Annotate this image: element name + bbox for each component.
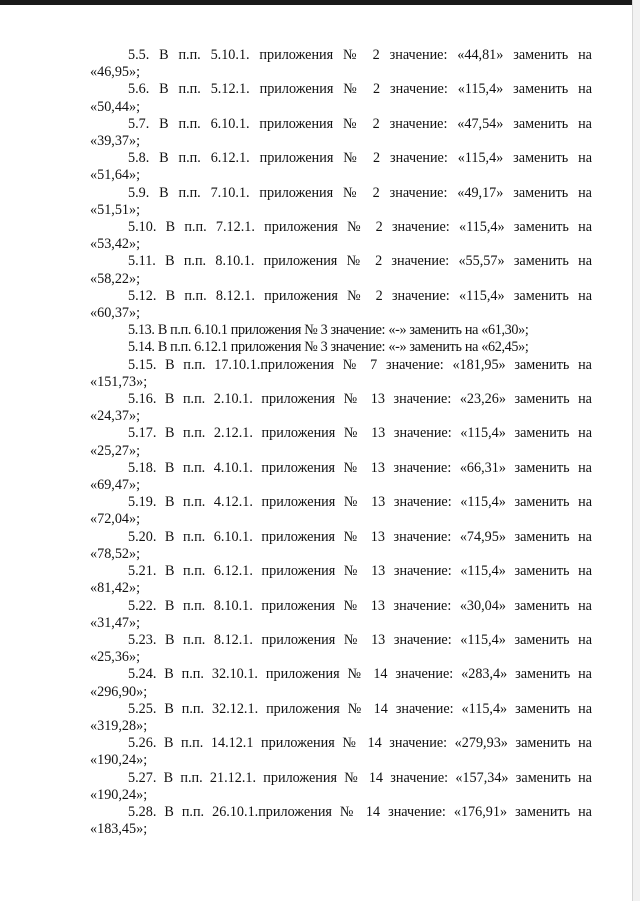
amendment-item (90, 804, 592, 838)
amendment-text: 5.11. В п.п. 8.10.1. приложения № 2 значение: «55,57» заменить на (128, 253, 592, 270)
amendment-text: 5.9. В п.п. 7.10.1. приложения № 2 значение: «49,17» заменить на (128, 184, 592, 201)
amendment-text: 5.10. В п.п. 7.12.1. приложения № 2 значение: «115,4» заменить на (128, 219, 592, 236)
amendment-item (90, 494, 592, 528)
amendment-item: 5.14. В п.п. 6.12.1 приложения № 3 значение: «-» заменить на «62,45»; (128, 339, 529, 356)
amendment-text: 5.20. В п.п. 6.10.1. приложения № 13 значение: «74,95» заменить на (128, 528, 592, 545)
amendment-text: 5.18. В п.п. 4.10.1. приложения № 13 значение: «66,31» заменить на (128, 459, 592, 476)
amendment-text: 5.28. В п.п. 26.10.1.приложения № 14 значение: «176,91» заменить на (128, 803, 592, 820)
amendment-value: «190,24»; (90, 786, 148, 803)
amendment-item (90, 460, 592, 494)
amendment-value: «25,27»; (90, 442, 141, 459)
amendment-text: 5.23. В п.п. 8.12.1. приложения № 13 значение: «115,4» заменить на (128, 631, 592, 648)
amendment-value: «78,52»; (90, 545, 141, 562)
amendment-item (90, 632, 592, 666)
amendment-value: «24,37»; (90, 408, 141, 425)
amendment-text: 5.16. В п.п. 2.10.1. приложения № 13 значение: «23,26» заменить на (128, 391, 592, 408)
amendment-value: «50,44»; (90, 98, 141, 115)
amendment-item (90, 391, 592, 425)
amendment-text: 5.8. В п.п. 6.12.1. приложения № 2 значение: «115,4» заменить на (128, 150, 592, 167)
amendment-text: 5.12. В п.п. 8.12.1. приложения № 2 значение: «115,4» заменить на (128, 287, 592, 304)
amendment-item (90, 529, 592, 563)
amendment-text: 5.21. В п.п. 6.12.1. приложения № 13 значение: «115,4» заменить на (128, 563, 592, 580)
amendment-item (90, 253, 592, 287)
amendment-text: 5.7. В п.п. 6.10.1. приложения № 2 значение: «47,54» заменить на (128, 115, 592, 132)
amendment-value: «183,45»; (90, 821, 148, 838)
scan-top-edge (0, 0, 640, 5)
amendment-item (90, 150, 592, 184)
amendment-text: 5.22. В п.п. 8.10.1. приложения № 13 значение: «30,04» заменить на (128, 597, 592, 614)
amendment-item (90, 598, 592, 632)
amendment-item (90, 185, 592, 219)
amendment-item (90, 357, 592, 391)
amendment-value: «81,42»; (90, 580, 141, 597)
amendment-text: 5.6. В п.п. 5.12.1. приложения № 2 значение: «115,4» заменить на (128, 81, 592, 98)
amendment-value: «296,90»; (90, 683, 148, 700)
amendment-text: 5.19. В п.п. 4.12.1. приложения № 13 значение: «115,4» заменить на (128, 494, 592, 511)
amendment-item (90, 288, 592, 322)
amendment-text: 5.15. В п.п. 17.10.1.приложения № 7 значение: «181,95» заменить на (128, 356, 592, 373)
amendment-item (90, 425, 592, 459)
amendment-text: 5.27. В п.п. 21.12.1. приложения № 14 значение: «157,34» заменить на (128, 769, 592, 786)
amendment-value: «25,36»; (90, 649, 141, 666)
amendment-value: «53,42»; (90, 236, 141, 253)
scan-right-edge (632, 0, 640, 901)
amendment-text: 5.5. В п.п. 5.10.1. приложения № 2 значение: «44,81» заменить на (128, 47, 592, 63)
amendment-text: 5.17. В п.п. 2.12.1. приложения № 13 значение: «115,4» заменить на (128, 425, 592, 442)
amendment-item (90, 47, 592, 81)
amendment-item (90, 81, 592, 115)
amendment-item (90, 770, 592, 804)
amendment-value: «31,47»; (90, 614, 141, 631)
amendment-item (90, 116, 592, 150)
amendment-value: «60,37»; (90, 305, 141, 322)
document-body (90, 47, 592, 838)
amendment-item (90, 563, 592, 597)
amendment-value: «72,04»; (90, 511, 141, 528)
amendment-value: «69,47»; (90, 477, 141, 494)
amendment-value: «46,95»; (90, 64, 141, 81)
amendment-text: 5.25. В п.п. 32.12.1. приложения № 14 значение: «115,4» заменить на (128, 700, 592, 717)
amendment-value: «151,73»; (90, 373, 148, 390)
amendment-item: 5.13. В п.п. 6.10.1 приложения № 3 значение: «-» заменить на «61,30»; (128, 322, 529, 339)
amendment-value: «58,22»; (90, 270, 141, 287)
amendment-item (90, 666, 592, 700)
amendment-value: «51,64»; (90, 167, 141, 184)
amendment-item (90, 219, 592, 253)
amendment-value: «51,51»; (90, 201, 141, 218)
amendment-text: 5.26. В п.п. 14.12.1 приложения № 14 значение: «279,93» заменить на (128, 735, 592, 752)
amendment-value: «39,37»; (90, 133, 141, 150)
amendment-item (90, 735, 592, 769)
amendment-value: «190,24»; (90, 752, 148, 769)
amendment-value: «319,28»; (90, 717, 148, 734)
amendment-text: 5.24. В п.п. 32.10.1. приложения № 14 значение: «283,4» заменить на (128, 666, 592, 683)
amendment-item (90, 701, 592, 735)
